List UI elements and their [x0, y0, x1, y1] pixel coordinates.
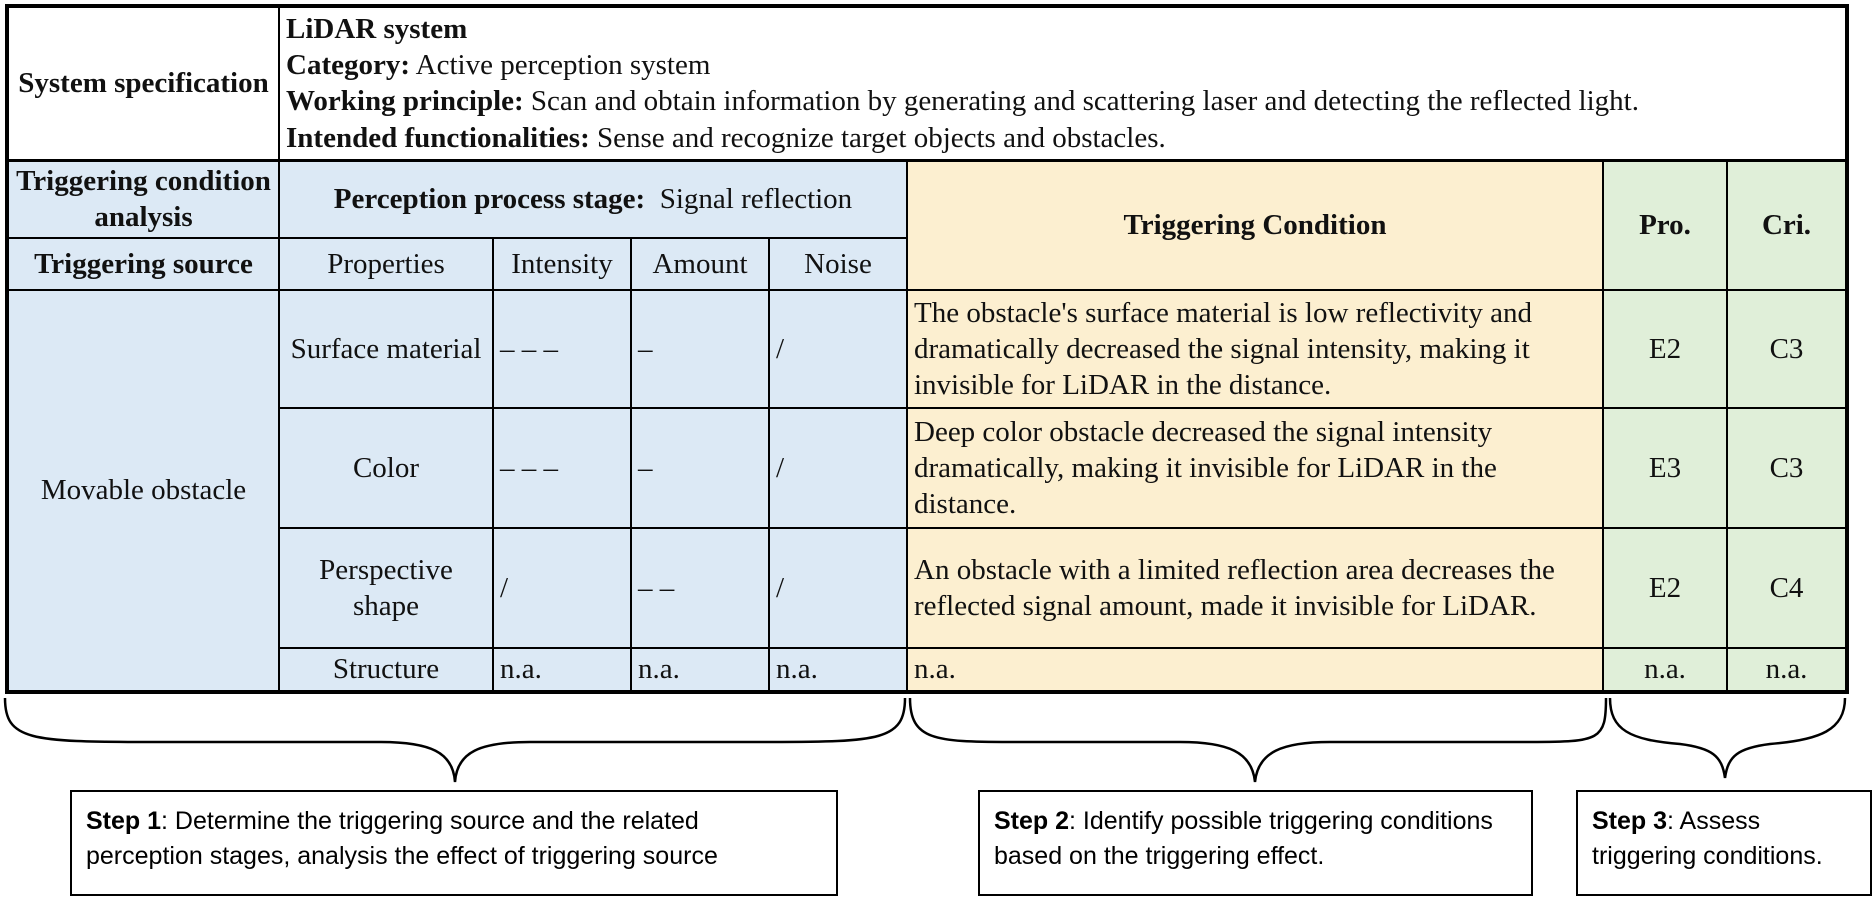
- noise-cell: /: [769, 528, 907, 648]
- step-1-text: : Determine the triggering source and the related perception stages, analysis the effect of triggering source: [86, 807, 718, 870]
- condition-cell: An obstacle with a limited reflection area decreases the reflected signal amount, made it invisible for LiDAR.: [907, 528, 1603, 648]
- amount-cell: n.a.: [631, 648, 769, 692]
- property-cell: Color: [279, 408, 493, 528]
- amount-cell: –: [631, 290, 769, 408]
- property-cell: Surface material: [279, 290, 493, 408]
- step-1-box: [70, 790, 838, 896]
- probability-cell: E2: [1603, 290, 1727, 408]
- probability-cell: n.a.: [1603, 648, 1727, 692]
- intensity-cell: n.a.: [493, 648, 631, 692]
- criticality-cell: C3: [1727, 290, 1847, 408]
- step-3-title: Step 3: [1592, 807, 1668, 835]
- noise-cell: /: [769, 290, 907, 408]
- step-2-text: : Identify possible triggering conditions based on the triggering effect.: [994, 807, 1493, 870]
- triggering-source-label: Triggering source: [7, 238, 279, 290]
- perception-stage-value: Signal reflection: [659, 183, 853, 216]
- step-2-title: Step 2: [994, 807, 1070, 835]
- probability-header: Pro.: [1603, 160, 1727, 290]
- intended-functionalities: Intended functionalities: Sense and recognize target objects and obstacles.: [286, 121, 1166, 154]
- triggering-condition-analysis-label: Triggering condition analysis: [7, 160, 279, 238]
- probability-cell: E2: [1603, 528, 1727, 648]
- criticality-cell: C4: [1727, 528, 1847, 648]
- step-3-box: [1576, 790, 1872, 896]
- brace-step-2: [910, 698, 1606, 782]
- property-cell: Perspective shape: [279, 528, 493, 648]
- amount-cell: –: [631, 408, 769, 528]
- working-principle: Working principle: Scan and obtain information by generating and scattering laser and detecting the reflected light.: [286, 85, 1639, 118]
- triggering-source-value: Movable obstacle: [7, 290, 279, 692]
- condition-cell: n.a.: [907, 648, 1603, 692]
- column-header-intensity: Intensity: [493, 238, 631, 290]
- step-1-title: Step 1: [86, 807, 162, 835]
- amount-cell: – –: [631, 528, 769, 648]
- system-name: LiDAR system: [286, 12, 468, 45]
- noise-cell: /: [769, 408, 907, 528]
- step-3-text: : Assess triggering conditions.: [1592, 807, 1823, 870]
- brace-step-1: [5, 698, 905, 782]
- system-category: Category: Active perception system: [286, 49, 711, 81]
- condition-cell: The obstacle's surface material is low reflectivity and dramatically decreased the signal intensity, making it invisible for LiDAR in the distance.: [907, 290, 1603, 408]
- column-header-amount: Amount: [631, 238, 769, 290]
- column-header-noise: Noise: [769, 238, 907, 290]
- criticality-cell: C3: [1727, 408, 1847, 528]
- step-2-box: [978, 790, 1533, 896]
- brace-step-3: [1610, 698, 1845, 778]
- intensity-cell: /: [493, 528, 631, 648]
- perception-stage-label: Perception process stage:: [333, 183, 646, 216]
- probability-cell: E3: [1603, 408, 1727, 528]
- condition-cell: Deep color obstacle decreased the signal intensity dramatically, making it invisible for LiDAR in the distance.: [907, 408, 1603, 528]
- triggering-condition-header: Triggering Condition: [907, 160, 1603, 290]
- criticality-cell: n.a.: [1727, 648, 1847, 692]
- intensity-cell: – – –: [493, 408, 631, 528]
- noise-cell: n.a.: [769, 648, 907, 692]
- intensity-cell: – – –: [493, 290, 631, 408]
- criticality-header: Cri.: [1727, 160, 1847, 290]
- property-cell: Structure: [279, 648, 493, 692]
- system-specification-label: System specification: [7, 6, 279, 160]
- column-header-properties: Properties: [279, 238, 493, 290]
